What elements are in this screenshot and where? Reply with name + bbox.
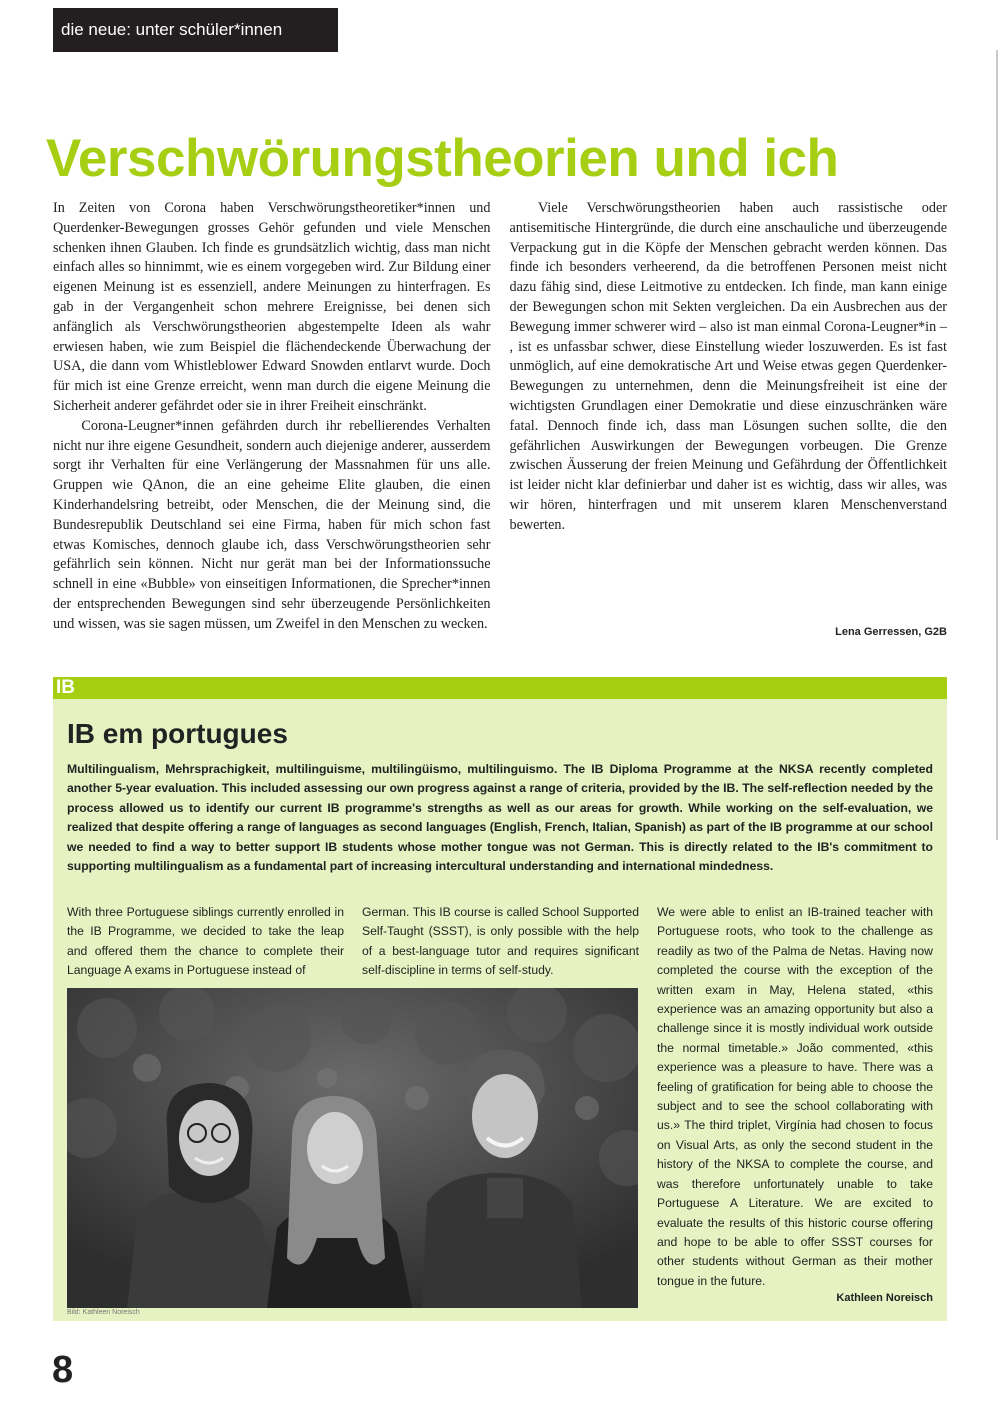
ib-column-1 xyxy=(67,903,344,981)
ib-column-2 xyxy=(362,903,639,981)
article-paragraph: In Zeiten von Corona haben Verschwörungstheoretiker*innen und Querdenker-Bewegungen grosses Gehör gefunden und viele Menschen schenken ihnen Glauben. Ich finde es grundsätzlich wichtig, dass man nicht einfach alles so hinnimmt, wie es einem vorgegeben wird. Zur Bildung einer eigenen Meinung ist es essenziell, andere Meinungen zu hinterfragen. Es gab in der Vergangenheit schon mehrere Ereignisse, bei denen sich anfänglich als Verschwörungstheorien abgestempelte Ideen als wahr erwiesen haben, wie zum Beispiel die flächendeckende Überwachung der USA, die dann vom Whistleblower Edward Snowden entlarvt wurde. Doch für mich ist eine Grenze erreicht, wenn man durch die eigene Meinung die Sicherheit anderer gefährdet oder sie in ihrer Freiheit einschränkt. xyxy=(53,200,491,414)
article-paragraph: Corona-Leugner*innen gefährden durch ihr rebellierendes Verhalten nicht nur ihre eigene Gesundheit, sondern auch diejenige anderer, ausserdem sorgt ihr Verhalten für eine Verlängerung der Massnahmen für uns alle. Gruppen wie QAnon, die an eine geheime Elite glauben, die einen Kinderhandelsring betreibt, oder Menschen, die der Meinung sind, die Bundesrepublik Deutschland sei eine Firma, haben für mich schon fast etwas Komisches, dennoch glaube ich, dass Verschwörungstheorien sehr gefährlich sein können. Nicht nur gerät man bei der Informationssuche schnell in eine «Bubble» von einseitigen Informationen, die Sprecher*innen der entsprechenden Bewegungen sind sehr überzeugende Persönlichkeiten und wissen, was sie sagen müssen, um Zweifel in den Menschen zu wecken. xyxy=(53,417,491,632)
article-body xyxy=(53,199,947,645)
ib-column-3 xyxy=(657,903,933,1291)
ib-paragraph: German. This IB course is called School Supported Self-Taught (SSST), is only possible with the help of a best-language tutor and requires significant self-discipline in terms of self-study. xyxy=(362,905,639,978)
section-tag: die neue: unter schüler*innen xyxy=(53,8,338,52)
ib-article-title: IB em portugues xyxy=(67,718,288,749)
ib-paragraph: We were able to enlist an IB-trained teacher with Portuguese roots, who took to the challenge as readily as two of the Palma de Netas. Having now completed the course with the exception of the written exam in May, Helena stated, «this experience was an amazing opportunity but also a challenge since it is mostly individual work outside the normal timetable.» João commented, «this experience was a pleasure to have. There was a feeling of gratification for being able to choose the subject and to see the school collaborating with us.» The third triplet, Virgínia had chosen to focus on Visual Arts, as only the second student in the history of the NKSA to complete the course, and was therefore unfortunately unable to take Portuguese A Literature. We are excited to evaluate the results of this historic course offering and hope to be able to offer SSST courses for other students without German as their mother tongue in the future. xyxy=(657,905,933,1288)
article-author: Lena Gerressen, G2B xyxy=(835,626,947,638)
ib-section-tag: IB xyxy=(53,677,947,699)
ib-article-lead: Multilingualism, Mehrsprachigkeit, multilinguisme, multilingüismo, multilinguismo. The IB Diploma Programme at the NKSA recently completed another 5-year evaluation. This included assessing our own progress against a range of criteria, provided by the IB. The self-reflection needed by the process allowed us to identify our current IB programme's strengths as well as our areas for growth. While working on the self-evaluation, we realized that despite offering a range of languages as second languages (English, French, Italian, Spanish) as part of the IB programme at our school we needed to find a way to better support IB students whose mother tongue was not German. This is directly related to the IB's commitment to supporting multilingualism as a fundamental part of increasing intercultural understanding and international mindedness. xyxy=(67,762,933,874)
article-paragraph: Viele Verschwörungstheorien haben auch rassistische oder antisemitische Hintergründe, die durch eine anschauliche und überzeugende Verpackung gut in die Köpfe der Menschen gebracht werden können. Das finde ich besonders verheerend, da die betroffenen Personen meist nicht dazu fähig sind, diese Leitmotive zu entdecken. Ich finde, man kann einige der Bewegungen schon mit Sekten vergleichen. Da ein Ausbrechen aus der Bewegung immer schwerer wird – also ist man einmal Corona-Leugner*in – , ist es unfassbar schwer, diese Einstellung wieder loszuwerden. Es ist fast unmöglich, auf eine demokratische Art und Weise etwas gegen Querdenker-Bewegungen zu unternehmen, denn die Meinungsfreiheit ist eine der wichtigsten Grundlagen einer Demokratie und diese einzuschränken wäre fatal. Dennoch finde ich, dass man Lösungen suchen sollte, die den gefährlichen Auswirkungen der Bewegungen vorbeugen. Die Grenze zwischen Äusserung der freien Meinung und Gefährdung der Öffentlichkeit ist leider nicht klar definierbar und daher ist es wichtig, dass wir alles, was wir hören, hinterfragen und mit unserem klaren Menschenverstand bewerten. xyxy=(509,200,947,533)
page-edge-rule xyxy=(996,50,998,840)
ib-paragraph: With three Portuguese siblings currently enrolled in the IB Programme, we decided to take the leap and offered them the chance to complete their Language A exams in Portuguese instead of xyxy=(67,905,344,978)
page-number: 8 xyxy=(52,1349,74,1391)
article-title: Verschwörungstheorien und ich xyxy=(46,129,839,188)
students-photo xyxy=(67,988,638,1308)
students-photo-illustration xyxy=(67,988,638,1308)
ib-article-author: Kathleen Noreisch xyxy=(836,1292,933,1304)
photo-credit: Bild: Kathleen Noreisch xyxy=(67,1309,140,1316)
